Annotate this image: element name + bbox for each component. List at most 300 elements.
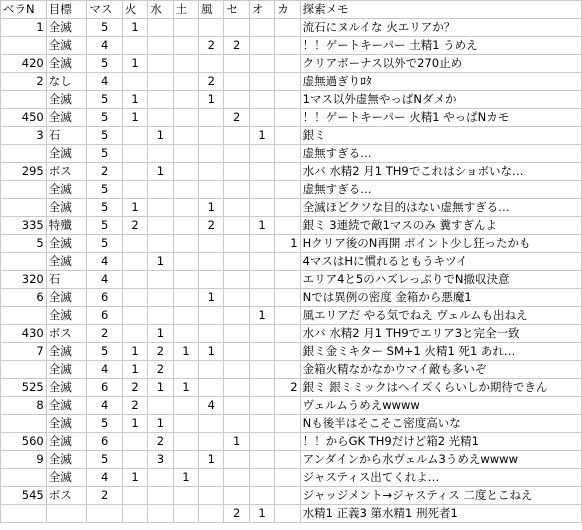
cell-wind[interactable]: 2	[199, 73, 224, 91]
cell-water[interactable]	[148, 505, 173, 523]
cell-bera-n[interactable]	[1, 415, 47, 433]
cell-masu[interactable]: 5	[87, 235, 123, 253]
cell-water[interactable]	[148, 487, 173, 505]
col-header-fire[interactable]: 火	[122, 1, 147, 19]
cell-fire[interactable]: 1	[122, 361, 147, 379]
cell-ka[interactable]	[275, 397, 300, 415]
cell-wind[interactable]	[199, 181, 224, 199]
cell-earth[interactable]	[173, 415, 198, 433]
cell-bera-n[interactable]: 9	[1, 451, 47, 469]
cell-memo[interactable]: 全滅ほどクソな目的はない虚無すぎる…	[300, 199, 581, 217]
cell-fire[interactable]: 1	[122, 19, 147, 37]
cell-earth[interactable]	[173, 199, 198, 217]
cell-ka[interactable]	[275, 73, 300, 91]
cell-masu[interactable]: 5	[87, 415, 123, 433]
cell-memo[interactable]: ヴェルムうめえwwww	[300, 397, 581, 415]
cell-ka[interactable]	[275, 199, 300, 217]
cell-water[interactable]: 1	[148, 379, 173, 397]
cell-water[interactable]	[148, 37, 173, 55]
cell-water[interactable]	[148, 469, 173, 487]
cell-masu[interactable]: 5	[87, 55, 123, 73]
cell-se[interactable]	[224, 325, 249, 343]
cell-earth[interactable]	[173, 163, 198, 181]
cell-memo[interactable]: ！！からGK TH9だけど箱2 光精1	[300, 433, 581, 451]
cell-earth[interactable]: 1	[173, 379, 198, 397]
cell-bera-n[interactable]: 1	[1, 19, 47, 37]
col-header-water[interactable]: 水	[148, 1, 173, 19]
cell-ka[interactable]	[275, 127, 300, 145]
cell-masu[interactable]: 4	[87, 73, 123, 91]
cell-bera-n[interactable]: 335	[1, 217, 47, 235]
cell-memo[interactable]: Hクリア後のN再開 ポイント少し狂ったかも	[300, 235, 581, 253]
cell-masu[interactable]: 5	[87, 451, 123, 469]
cell-se[interactable]	[224, 343, 249, 361]
cell-memo[interactable]: エリア4と5のハズレっぷりでN撤収決意	[300, 271, 581, 289]
cell-masu[interactable]: 6	[87, 307, 123, 325]
cell-masu[interactable]	[87, 505, 123, 523]
cell-memo[interactable]: ！！ゲートキーパー 土精1 うめえ	[300, 37, 581, 55]
cell-se[interactable]	[224, 163, 249, 181]
cell-ka[interactable]	[275, 145, 300, 163]
cell-se[interactable]: 2	[224, 37, 249, 55]
cell-ka[interactable]	[275, 433, 300, 451]
cell-fire[interactable]	[122, 37, 147, 55]
cell-target[interactable]: 石	[46, 127, 87, 145]
cell-fire[interactable]: 1	[122, 109, 147, 127]
cell-se[interactable]	[224, 199, 249, 217]
cell-memo[interactable]: 金箱火精なかなかウマイ敵も多いぞ	[300, 361, 581, 379]
cell-se[interactable]	[224, 145, 249, 163]
cell-earth[interactable]	[173, 145, 198, 163]
cell-bera-n[interactable]: 420	[1, 55, 47, 73]
cell-memo[interactable]: 水バ 水精2 月1 TH9でこれはショボいな…	[300, 163, 581, 181]
cell-se[interactable]	[224, 181, 249, 199]
cell-bera-n[interactable]: 320	[1, 271, 47, 289]
cell-earth[interactable]	[173, 433, 198, 451]
cell-se[interactable]	[224, 451, 249, 469]
cell-se[interactable]	[224, 397, 249, 415]
cell-target[interactable]: 全滅	[46, 307, 87, 325]
cell-water[interactable]: 1	[148, 127, 173, 145]
cell-ka[interactable]	[275, 109, 300, 127]
cell-wind[interactable]	[199, 379, 224, 397]
cell-se[interactable]: 1	[224, 433, 249, 451]
cell-memo[interactable]: 虚無過ぎりﾛﾀ	[300, 73, 581, 91]
cell-water[interactable]	[148, 109, 173, 127]
cell-fire[interactable]	[122, 451, 147, 469]
cell-o[interactable]: 1	[249, 217, 274, 235]
cell-wind[interactable]: 2	[199, 37, 224, 55]
cell-masu[interactable]: 2	[87, 487, 123, 505]
cell-target[interactable]: 全滅	[46, 91, 87, 109]
cell-o[interactable]	[249, 415, 274, 433]
cell-memo[interactable]: クリアボーナス以外で270止め	[300, 55, 581, 73]
cell-bera-n[interactable]: 560	[1, 433, 47, 451]
cell-memo[interactable]: 1マス以外虚無やっぱNダメか	[300, 91, 581, 109]
cell-se[interactable]	[224, 235, 249, 253]
cell-bera-n[interactable]	[1, 469, 47, 487]
cell-se[interactable]	[224, 289, 249, 307]
cell-fire[interactable]: 1	[122, 55, 147, 73]
cell-wind[interactable]	[199, 307, 224, 325]
cell-wind[interactable]	[199, 253, 224, 271]
cell-o[interactable]	[249, 271, 274, 289]
cell-o[interactable]	[249, 379, 274, 397]
cell-bera-n[interactable]: 8	[1, 397, 47, 415]
cell-earth[interactable]	[173, 19, 198, 37]
cell-target[interactable]: ボス	[46, 487, 87, 505]
cell-fire[interactable]	[122, 73, 147, 91]
cell-o[interactable]: 1	[249, 505, 274, 523]
cell-fire[interactable]: 2	[122, 217, 147, 235]
cell-target[interactable]: 全滅	[46, 235, 87, 253]
cell-o[interactable]	[249, 91, 274, 109]
cell-se[interactable]	[224, 271, 249, 289]
cell-target[interactable]: 全滅	[46, 253, 87, 271]
cell-o[interactable]	[249, 199, 274, 217]
cell-wind[interactable]	[199, 487, 224, 505]
cell-water[interactable]: 2	[148, 433, 173, 451]
cell-memo[interactable]: 流石にヌルイな 火エリアか？	[300, 19, 581, 37]
cell-se[interactable]	[224, 127, 249, 145]
cell-bera-n[interactable]	[1, 307, 47, 325]
cell-earth[interactable]	[173, 361, 198, 379]
cell-earth[interactable]	[173, 73, 198, 91]
cell-target[interactable]: 全滅	[46, 343, 87, 361]
cell-water[interactable]: 1	[148, 325, 173, 343]
cell-target[interactable]: 全滅	[46, 289, 87, 307]
cell-o[interactable]	[249, 289, 274, 307]
cell-target[interactable]: なし	[46, 73, 87, 91]
cell-wind[interactable]	[199, 325, 224, 343]
cell-o[interactable]	[249, 361, 274, 379]
cell-se[interactable]	[224, 469, 249, 487]
cell-masu[interactable]: 6	[87, 433, 123, 451]
cell-masu[interactable]: 5	[87, 145, 123, 163]
cell-o[interactable]	[249, 433, 274, 451]
col-header-o[interactable]: オ	[249, 1, 274, 19]
cell-o[interactable]	[249, 55, 274, 73]
cell-target[interactable]: 全滅	[46, 37, 87, 55]
cell-ka[interactable]	[275, 163, 300, 181]
cell-water[interactable]	[148, 397, 173, 415]
cell-earth[interactable]	[173, 289, 198, 307]
cell-bera-n[interactable]: 430	[1, 325, 47, 343]
cell-wind[interactable]	[199, 235, 224, 253]
cell-masu[interactable]: 5	[87, 91, 123, 109]
cell-ka[interactable]: 2	[275, 379, 300, 397]
cell-o[interactable]	[249, 181, 274, 199]
cell-wind[interactable]	[199, 415, 224, 433]
cell-water[interactable]	[148, 235, 173, 253]
cell-bera-n[interactable]: 3	[1, 127, 47, 145]
cell-masu[interactable]: 5	[87, 127, 123, 145]
cell-water[interactable]: 2	[148, 361, 173, 379]
cell-water[interactable]	[148, 19, 173, 37]
cell-ka[interactable]	[275, 415, 300, 433]
cell-masu[interactable]: 4	[87, 469, 123, 487]
cell-target[interactable]: 全滅	[46, 145, 87, 163]
cell-fire[interactable]	[122, 433, 147, 451]
cell-masu[interactable]: 5	[87, 199, 123, 217]
cell-ka[interactable]	[275, 289, 300, 307]
cell-ka[interactable]	[275, 325, 300, 343]
cell-bera-n[interactable]	[1, 361, 47, 379]
cell-wind[interactable]: 1	[199, 199, 224, 217]
cell-wind[interactable]	[199, 433, 224, 451]
cell-wind[interactable]: 1	[199, 343, 224, 361]
cell-o[interactable]	[249, 163, 274, 181]
cell-water[interactable]	[148, 307, 173, 325]
cell-o[interactable]	[249, 325, 274, 343]
cell-earth[interactable]	[173, 127, 198, 145]
cell-water[interactable]: 1	[148, 253, 173, 271]
cell-earth[interactable]	[173, 307, 198, 325]
cell-wind[interactable]: 2	[199, 217, 224, 235]
cell-earth[interactable]	[173, 505, 198, 523]
cell-target[interactable]: 全滅	[46, 397, 87, 415]
cell-fire[interactable]	[122, 271, 147, 289]
cell-o[interactable]: 1	[249, 307, 274, 325]
cell-fire[interactable]	[122, 163, 147, 181]
cell-water[interactable]	[148, 289, 173, 307]
cell-fire[interactable]	[122, 505, 147, 523]
cell-masu[interactable]: 6	[87, 289, 123, 307]
cell-se[interactable]	[224, 487, 249, 505]
cell-earth[interactable]	[173, 487, 198, 505]
cell-o[interactable]	[249, 253, 274, 271]
cell-target[interactable]: 特殲	[46, 217, 87, 235]
cell-bera-n[interactable]: 6	[1, 289, 47, 307]
cell-memo[interactable]: アンダインから水ヴェルム3うめえwwww	[300, 451, 581, 469]
cell-se[interactable]	[224, 91, 249, 109]
cell-wind[interactable]	[199, 127, 224, 145]
cell-memo[interactable]: 銀ミ	[300, 127, 581, 145]
cell-target[interactable]: 全滅	[46, 19, 87, 37]
cell-bera-n[interactable]	[1, 505, 47, 523]
cell-water[interactable]	[148, 181, 173, 199]
cell-fire[interactable]	[122, 307, 147, 325]
cell-bera-n[interactable]	[1, 199, 47, 217]
cell-water[interactable]	[148, 271, 173, 289]
cell-fire[interactable]	[122, 253, 147, 271]
cell-masu[interactable]: 4	[87, 397, 123, 415]
cell-bera-n[interactable]	[1, 91, 47, 109]
cell-memo[interactable]: 水バ 水精2 月1 TH9でエリア3と完全一致	[300, 325, 581, 343]
cell-wind[interactable]	[199, 361, 224, 379]
cell-water[interactable]: 3	[148, 451, 173, 469]
cell-fire[interactable]	[122, 487, 147, 505]
cell-masu[interactable]: 5	[87, 217, 123, 235]
cell-ka[interactable]	[275, 55, 300, 73]
cell-se[interactable]: 2	[224, 109, 249, 127]
cell-masu[interactable]: 4	[87, 253, 123, 271]
cell-fire[interactable]: 2	[122, 397, 147, 415]
cell-water[interactable]	[148, 91, 173, 109]
cell-target[interactable]: 全滅	[46, 181, 87, 199]
cell-masu[interactable]: 2	[87, 325, 123, 343]
cell-earth[interactable]	[173, 451, 198, 469]
cell-masu[interactable]: 5	[87, 343, 123, 361]
col-header-wind[interactable]: 風	[199, 1, 224, 19]
cell-fire[interactable]	[122, 289, 147, 307]
cell-target[interactable]: 全滅	[46, 469, 87, 487]
cell-water[interactable]	[148, 217, 173, 235]
cell-earth[interactable]	[173, 109, 198, 127]
cell-bera-n[interactable]: 2	[1, 73, 47, 91]
cell-earth[interactable]	[173, 55, 198, 73]
cell-wind[interactable]	[199, 55, 224, 73]
cell-fire[interactable]: 1	[122, 199, 147, 217]
cell-o[interactable]	[249, 469, 274, 487]
cell-ka[interactable]	[275, 469, 300, 487]
cell-earth[interactable]	[173, 271, 198, 289]
cell-wind[interactable]: 1	[199, 451, 224, 469]
cell-wind[interactable]	[199, 469, 224, 487]
cell-earth[interactable]: 1	[173, 343, 198, 361]
cell-earth[interactable]	[173, 325, 198, 343]
cell-earth[interactable]	[173, 181, 198, 199]
cell-bera-n[interactable]	[1, 145, 47, 163]
cell-se[interactable]	[224, 55, 249, 73]
cell-fire[interactable]	[122, 181, 147, 199]
cell-o[interactable]: 1	[249, 127, 274, 145]
cell-memo[interactable]: 水精1 正義3 第水精1 刑死者1	[300, 505, 581, 523]
cell-fire[interactable]	[122, 325, 147, 343]
cell-bera-n[interactable]: 295	[1, 163, 47, 181]
cell-memo[interactable]: ジャスティス出てくれよ…	[300, 469, 581, 487]
cell-fire[interactable]	[122, 127, 147, 145]
cell-ka[interactable]	[275, 451, 300, 469]
cell-bera-n[interactable]	[1, 181, 47, 199]
cell-o[interactable]	[249, 451, 274, 469]
col-header-ka[interactable]: カ	[275, 1, 300, 19]
cell-se[interactable]	[224, 379, 249, 397]
cell-masu[interactable]: 2	[87, 163, 123, 181]
cell-memo[interactable]: ！！ゲートキーパー 火精1 やっぱNカモ	[300, 109, 581, 127]
cell-earth[interactable]	[173, 217, 198, 235]
cell-ka[interactable]	[275, 181, 300, 199]
cell-bera-n[interactable]: 545	[1, 487, 47, 505]
cell-target[interactable]: 全滅	[46, 361, 87, 379]
cell-masu[interactable]: 4	[87, 37, 123, 55]
cell-o[interactable]	[249, 397, 274, 415]
cell-fire[interactable]: 1	[122, 415, 147, 433]
cell-o[interactable]	[249, 19, 274, 37]
cell-fire[interactable]: 2	[122, 379, 147, 397]
cell-masu[interactable]: 6	[87, 379, 123, 397]
cell-memo[interactable]: 虚無すぎる…	[300, 145, 581, 163]
cell-ka[interactable]	[275, 505, 300, 523]
cell-ka[interactable]	[275, 361, 300, 379]
cell-wind[interactable]	[199, 109, 224, 127]
cell-se[interactable]	[224, 253, 249, 271]
cell-wind[interactable]	[199, 505, 224, 523]
cell-bera-n[interactable]: 525	[1, 379, 47, 397]
cell-ka[interactable]	[275, 343, 300, 361]
cell-memo[interactable]: 銀ミ 3連続で敵1マスのみ 糞すぎんよ	[300, 217, 581, 235]
col-header-bera-n[interactable]: ベラN	[1, 1, 47, 19]
cell-target[interactable]: 全滅	[46, 199, 87, 217]
cell-wind[interactable]	[199, 163, 224, 181]
cell-memo[interactable]: 銀ミ金ミキター SM+1 火精1 死1 あれ…	[300, 343, 581, 361]
cell-memo[interactable]: 虚無すぎる…	[300, 181, 581, 199]
cell-o[interactable]	[249, 343, 274, 361]
cell-earth[interactable]	[173, 91, 198, 109]
cell-fire[interactable]: 1	[122, 469, 147, 487]
col-header-target[interactable]: 目標	[46, 1, 87, 19]
cell-fire[interactable]	[122, 235, 147, 253]
cell-masu[interactable]: 5	[87, 19, 123, 37]
cell-water[interactable]	[148, 145, 173, 163]
cell-water[interactable]	[148, 73, 173, 91]
cell-ka[interactable]	[275, 19, 300, 37]
cell-bera-n[interactable]: 450	[1, 109, 47, 127]
cell-earth[interactable]	[173, 397, 198, 415]
cell-memo[interactable]: 4マスはHに慣れるともうキツイ	[300, 253, 581, 271]
cell-masu[interactable]: 5	[87, 109, 123, 127]
cell-bera-n[interactable]: 7	[1, 343, 47, 361]
col-header-memo[interactable]: 探索メモ	[300, 1, 581, 19]
cell-earth[interactable]	[173, 235, 198, 253]
cell-fire[interactable]	[122, 145, 147, 163]
cell-o[interactable]	[249, 145, 274, 163]
cell-target[interactable]: 全滅	[46, 433, 87, 451]
cell-wind[interactable]	[199, 271, 224, 289]
col-header-masu[interactable]: マス	[87, 1, 123, 19]
cell-se[interactable]	[224, 361, 249, 379]
cell-target[interactable]: 石	[46, 271, 87, 289]
cell-earth[interactable]	[173, 37, 198, 55]
cell-bera-n[interactable]	[1, 37, 47, 55]
cell-water[interactable]: 2	[148, 343, 173, 361]
cell-wind[interactable]: 1	[199, 91, 224, 109]
cell-target[interactable]: 全滅	[46, 451, 87, 469]
cell-memo[interactable]: 風エリアだ やる気でねえ ヴェルムも出ねえ	[300, 307, 581, 325]
cell-se[interactable]	[224, 73, 249, 91]
cell-masu[interactable]: 5	[87, 181, 123, 199]
cell-fire[interactable]: 1	[122, 91, 147, 109]
cell-masu[interactable]: 4	[87, 361, 123, 379]
cell-o[interactable]	[249, 73, 274, 91]
cell-target[interactable]: 全滅	[46, 379, 87, 397]
cell-target[interactable]: 全滅	[46, 55, 87, 73]
cell-memo[interactable]: ジャッジメント→ジャスティス 二度とこねえ	[300, 487, 581, 505]
cell-ka[interactable]	[275, 253, 300, 271]
cell-memo[interactable]: 銀ミ 銀ミミックはヘイズくらいしか期待できん	[300, 379, 581, 397]
cell-bera-n[interactable]: 5	[1, 235, 47, 253]
cell-ka[interactable]	[275, 91, 300, 109]
cell-o[interactable]	[249, 37, 274, 55]
cell-earth[interactable]	[173, 253, 198, 271]
cell-memo[interactable]: Nでは異例の密度 金箱から悪魔1	[300, 289, 581, 307]
cell-wind[interactable]: 1	[199, 289, 224, 307]
cell-fire[interactable]: 1	[122, 343, 147, 361]
cell-target[interactable]: 全滅	[46, 415, 87, 433]
cell-ka[interactable]: 1	[275, 235, 300, 253]
cell-o[interactable]	[249, 109, 274, 127]
cell-se[interactable]	[224, 307, 249, 325]
cell-o[interactable]	[249, 235, 274, 253]
cell-masu[interactable]: 4	[87, 271, 123, 289]
cell-se[interactable]	[224, 217, 249, 235]
cell-target[interactable]: ボス	[46, 163, 87, 181]
cell-target[interactable]	[46, 505, 87, 523]
cell-ka[interactable]	[275, 271, 300, 289]
cell-ka[interactable]	[275, 37, 300, 55]
cell-o[interactable]	[249, 487, 274, 505]
cell-water[interactable]: 1	[148, 163, 173, 181]
